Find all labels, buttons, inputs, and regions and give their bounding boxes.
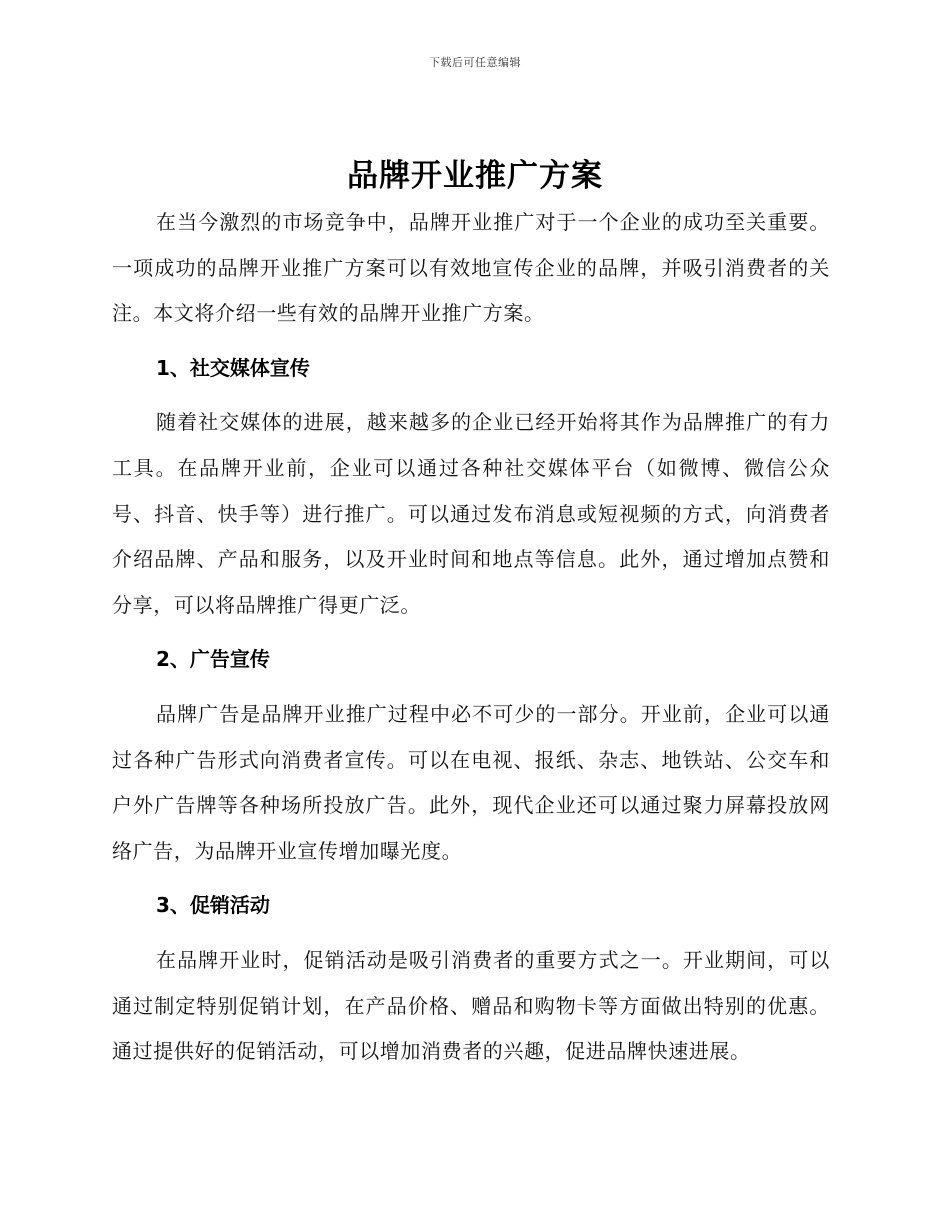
section-body-social-media: 随着社交媒体的进展，越来越多的企业已经开始将其作为品牌推广的有力工具。在品牌开业前，企业可以通过各种社交媒体平台（如微博、微信公众号、抖音、快手等）进行推广。可以通过发布消息或短视频的方式，向消费者介绍品牌、产品和服务，以及开业时间和地点等信息。此外，通过增加点赞和分享，可以将品牌推广得更广泛。 [112, 410, 830, 617]
section-body-advertising: 品牌广告是品牌开业推广过程中必不可少的一部分。开业前，企业可以通过各种广告形式向消费者宣传。可以在电视、报纸、杂志、地铁站、公交车和户外广告牌等各种场所投放广告。此外，现代企业还可以通过聚力屏幕投放网络广告，为品牌开业宣传增加曝光度。 [112, 701, 830, 863]
header-note: 下载后可任意编辑 [429, 56, 521, 69]
section-body-promotions: 在品牌开业时，促销活动是吸引消费者的重要方式之一。开业期间，可以通过制定特别促销计划，在产品价格、赠品和购物卡等方面做出特别的优惠。通过提供好的促销活动，可以增加消费者的兴趣，促进品牌快速进展。 [112, 947, 830, 1064]
section-heading-social-media: 1、社交媒体宣传 [156, 355, 310, 380]
intro-paragraph: 在当今激烈的市场竞争中，品牌开业推广对于一个企业的成功至关重要。一项成功的品牌开业推广方案可以有效地宣传企业的品牌，并吸引消费者的关注。本文将介绍一些有效的品牌开业推广方案。 [112, 210, 830, 326]
document-title: 品牌开业推广方案 [347, 158, 603, 194]
section-heading-promotions: 3、促销活动 [156, 893, 270, 918]
section-heading-advertising: 2、广告宣传 [156, 647, 270, 672]
document-body [112, 200, 830, 1075]
